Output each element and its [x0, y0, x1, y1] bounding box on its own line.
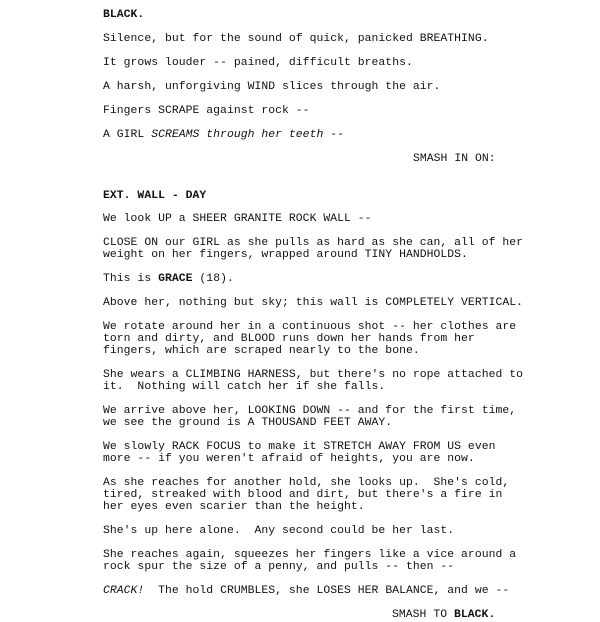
- action-line: A harsh, unforgiving WIND slices through the air.: [103, 81, 441, 93]
- action-line: She reaches again, squeezes her fingers like a vice around a: [103, 549, 517, 561]
- action-line: Silence, but for the sound of quick, panicked BREATHING.: [103, 33, 489, 45]
- action-line: We rotate around her in a continuous shot -- her clothes are: [103, 321, 517, 333]
- action-line: We arrive above her, LOOKING DOWN -- and for the first time,: [103, 405, 517, 417]
- action-line: fingers, which are scraped nearly to the bone.: [103, 345, 420, 357]
- action-line: [103, 585, 509, 597]
- text-run: A GIRL: [103, 129, 152, 141]
- action-line: [103, 129, 344, 141]
- action-line: more -- if you weren't afraid of heights, you are now.: [103, 453, 475, 465]
- action-line: She wears a CLIMBING HARNESS, but there's no rope attached to: [103, 369, 524, 381]
- emphasis-text: SCREAMS through her teeth: [151, 129, 324, 141]
- emphasis-text: BLACK.: [453, 609, 496, 621]
- action-line: it. Nothing will catch her if she falls.: [103, 381, 386, 393]
- action-line: We look UP a SHEER GRANITE ROCK WALL --: [103, 213, 372, 225]
- action-line: As she reaches for another hold, she looks up. She's cold,: [103, 477, 510, 489]
- text-run: --: [323, 129, 345, 141]
- text-run: SMASH TO: [392, 609, 454, 621]
- emphasis-text: CRACK!: [103, 585, 145, 597]
- action-line: rock spur the size of a penny, and pulls -- then --: [103, 561, 455, 573]
- action-line: [103, 273, 234, 285]
- action-line: CLOSE ON our GIRL as she pulls as hard as she can, all of her: [103, 237, 524, 249]
- character-name: GRACE: [158, 273, 193, 285]
- action-line: tired, streaked with blood and dirt, but there's a fire in: [103, 489, 503, 501]
- transition: [392, 609, 495, 621]
- action-line: we see the ground is A THOUSAND FEET AWAY.: [103, 417, 393, 429]
- action-line: Fingers SCRAPE against rock --: [103, 105, 310, 117]
- text-run: The hold CRUMBLES, she LOSES HER BALANCE, and we --: [144, 585, 510, 597]
- text-run: This is: [103, 273, 159, 285]
- action-line: torn and dirty, and BLOOD runs down her hands from her: [103, 333, 475, 345]
- action-line: her eyes even scarier than the height.: [103, 501, 365, 513]
- action-line: She's up here alone. Any second could be her last.: [103, 525, 455, 537]
- transition: SMASH IN ON:: [413, 153, 496, 165]
- scene-black: BLACK.: [103, 9, 145, 21]
- scene-heading: EXT. WALL - DAY: [103, 190, 207, 202]
- action-line: weight on her fingers, wrapped around TINY HANDHOLDS.: [103, 249, 468, 261]
- action-line: We slowly RACK FOCUS to make it STRETCH AWAY FROM US even: [103, 441, 496, 453]
- action-line: Above her, nothing but sky; this wall is COMPLETELY VERTICAL.: [103, 297, 524, 309]
- text-run: (18).: [192, 273, 234, 285]
- action-line: It grows louder -- pained, difficult breaths.: [103, 57, 413, 69]
